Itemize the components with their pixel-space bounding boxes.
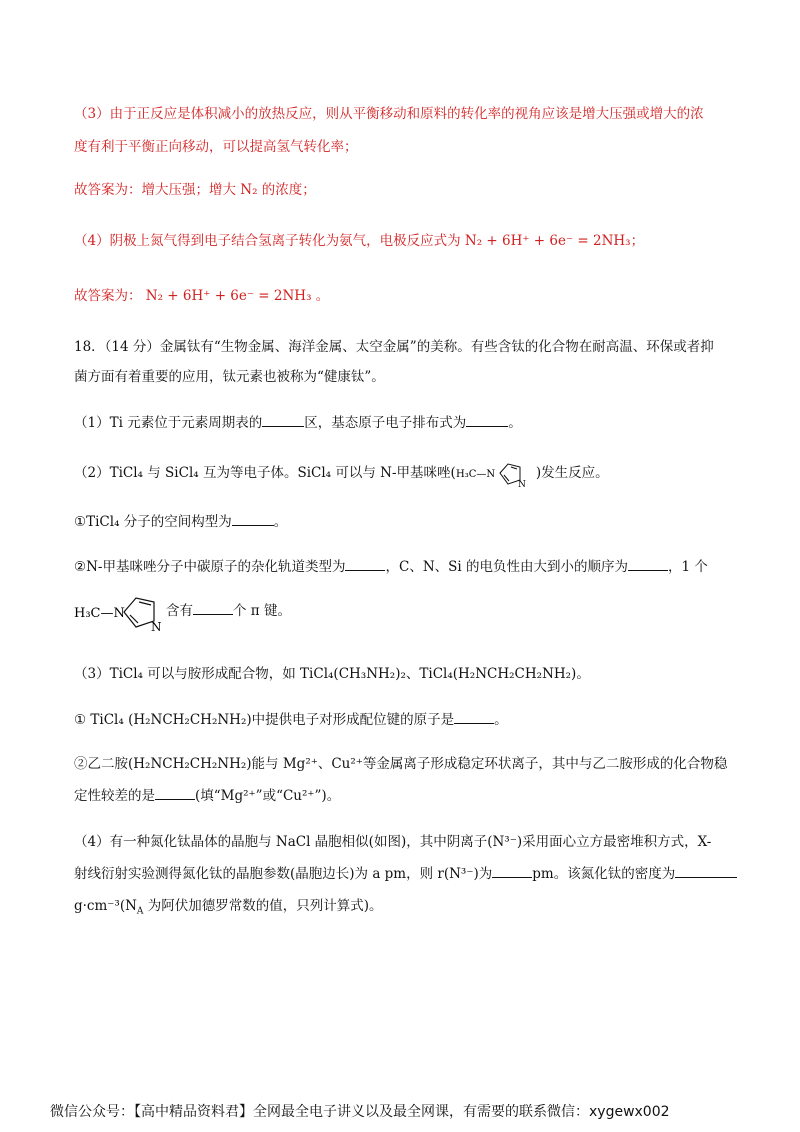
methyl-label: H₃C—N <box>74 605 125 621</box>
answer-blank <box>345 558 385 571</box>
q18-part4-text-c: g·cm⁻³(N <box>74 898 137 914</box>
methylimidazole-structure-small <box>456 459 536 489</box>
answer-blank <box>232 513 274 526</box>
imidazole-ring <box>500 464 520 484</box>
q18-part1-text-a: （1）Ti 元素位于元素周期表的 <box>74 415 263 431</box>
q18-part2-1 <box>74 512 287 532</box>
q18-part4-text-d: 为阿伏加德罗常数的值，只列计算式)。 <box>143 898 383 914</box>
answer-blank <box>155 787 195 800</box>
q18-part4-text-a: 射线衍射实验测得氮化钛的晶胞参数(晶胞边长)为 a pm，则 r(N³⁻)为 <box>74 866 493 882</box>
answer-blank <box>262 414 304 427</box>
q18-part1-text-b: 区，基态原子电子排布式为 <box>304 415 467 431</box>
q18-part3-2-text-b: (填“Mg²⁺”或“Cu²⁺”)。 <box>195 788 341 804</box>
s17-part4: （4）阴极上氮气得到电子结合氢离子转化为氨气，电极反应式为 N₂ + 6H⁺ + 6e⁻ = 2NH₃； <box>74 233 645 249</box>
double-bond <box>139 602 151 605</box>
double-bond <box>511 467 517 469</box>
q18-part4-line2 <box>74 864 737 884</box>
q18-part2-2 <box>74 557 708 577</box>
q18-intro-line2: 菌方面有着重要的应用，钛元素也被称为“健康钛”。 <box>74 369 385 385</box>
q18-part4-line3 <box>74 896 382 922</box>
ring-nitrogen-label: N <box>151 619 162 633</box>
q18-part2-2-text-c: ，1 个 <box>667 559 708 575</box>
q18-part3-1-text-b: 。 <box>494 712 508 728</box>
q18-part1 <box>74 413 522 433</box>
q18-part2-1-text-b: 。 <box>273 514 288 530</box>
q18-part2-2-text-e: 个 π 键。 <box>233 603 291 619</box>
answer-blank <box>492 865 532 878</box>
answer-blank <box>628 558 668 571</box>
answer-blank <box>675 865 737 878</box>
q18-part2-1-text-a: ①TiCl₄ 分子的空间构型为 <box>74 514 232 530</box>
q18-intro-line1: 18．（14 分）金属钛有“生物金属、海洋金属、太空金属”的美称。有些含钛的化合物在耐高温、环保或者抑 <box>74 339 714 355</box>
answer-blank <box>454 711 494 724</box>
q18-part1-text-c: 。 <box>508 415 522 431</box>
q18-part3-1 <box>74 710 508 730</box>
footer-contact: 微信公众号：【高中精品资料君】全网最全电子讲义以及最全网课，有需要的联系微信：xygewx002 <box>50 1104 670 1120</box>
methylimidazole-structure-large <box>74 591 166 633</box>
s17-answer4: 故答案为： N₂ + 6H⁺ + 6e⁻ = 2NH₃ 。 <box>74 288 330 304</box>
s17-part3-line1: （3）由于正反应是体积减小的放热反应，则从平衡移动和原料的转化率的视角应该是增大压强或增大的浓 <box>74 106 704 122</box>
q18-part2-2-text-d: 含有 <box>166 603 193 619</box>
ring-nitrogen-label: N <box>517 479 526 489</box>
q18-part3-2-text-a: 定性较差的是 <box>74 788 155 804</box>
q18-part3-1-text-a: ① TiCl₄ (H₂NCH₂CH₂NH₂)中提供电子对形成配位键的原子是 <box>74 712 455 728</box>
q18-part2-2-cont <box>74 590 291 632</box>
avogadro-subscript: A <box>136 906 144 917</box>
q18-part2-2-text-a: ②N-甲基咪唑分子中碳原子的杂化轨道类型为 <box>74 559 346 575</box>
q18-part2-text-b: )发生反应。 <box>535 465 609 481</box>
s17-answer3: 故答案为：增大压强；增大 N₂ 的浓度； <box>74 182 316 198</box>
q18-part4-line1: （4）有一种氮化钛晶体的晶胞与 NaCl 晶胞相似(如图)，其中阴离子(N³⁻)采用面心立方最密堆积方式，X- <box>74 834 712 850</box>
methyl-label: H₃C—N <box>455 468 495 480</box>
q18-part3-2-line1: ②乙二胺(H₂NCH₂CH₂NH₂)能与 Mg²⁺、Cu²⁺等金属离子形成稳定环状离子，其中与乙二胺形成的化合物稳 <box>74 756 728 772</box>
answer-blank <box>193 602 233 615</box>
q18-part2-2-text-b: ，C、N、Si 的电负性由大到小的顺序为 <box>385 559 628 575</box>
answer-blank <box>466 414 508 427</box>
q18-part2 <box>74 458 609 488</box>
q18-part3-2-line2 <box>74 786 340 806</box>
s17-part3-line2: 度有利于平衡正向移动，可以提高氢气转化率； <box>74 139 358 155</box>
q18-part4-text-b: pm。该氮化钛的密度为 <box>532 866 676 882</box>
q18-part2-text-a: （2）TiCl₄ 与 SiCl₄ 互为等电子体。SiCl₄ 可以与 N-甲基咪唑( <box>74 465 456 481</box>
q18-part3: （3）TiCl₄ 可以与胺形成配合物，如 TiCl₄(CH₃NH₂)₂、TiCl₄(H₂NCH₂CH₂NH₂)。 <box>74 666 590 682</box>
